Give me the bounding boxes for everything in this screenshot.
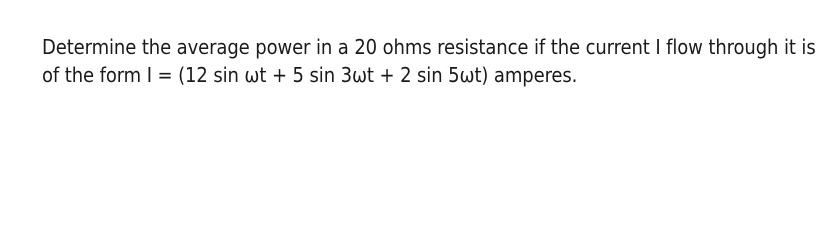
problem-line-1: Determine the average power in a 20 ohms resistance if the current I flow through it is	[42, 35, 816, 59]
problem-statement	[42, 33, 822, 89]
problem-line-2: of the form I = (12 sin ωt + 5 sin 3ωt + 2 sin 5ωt) amperes.	[42, 63, 578, 87]
